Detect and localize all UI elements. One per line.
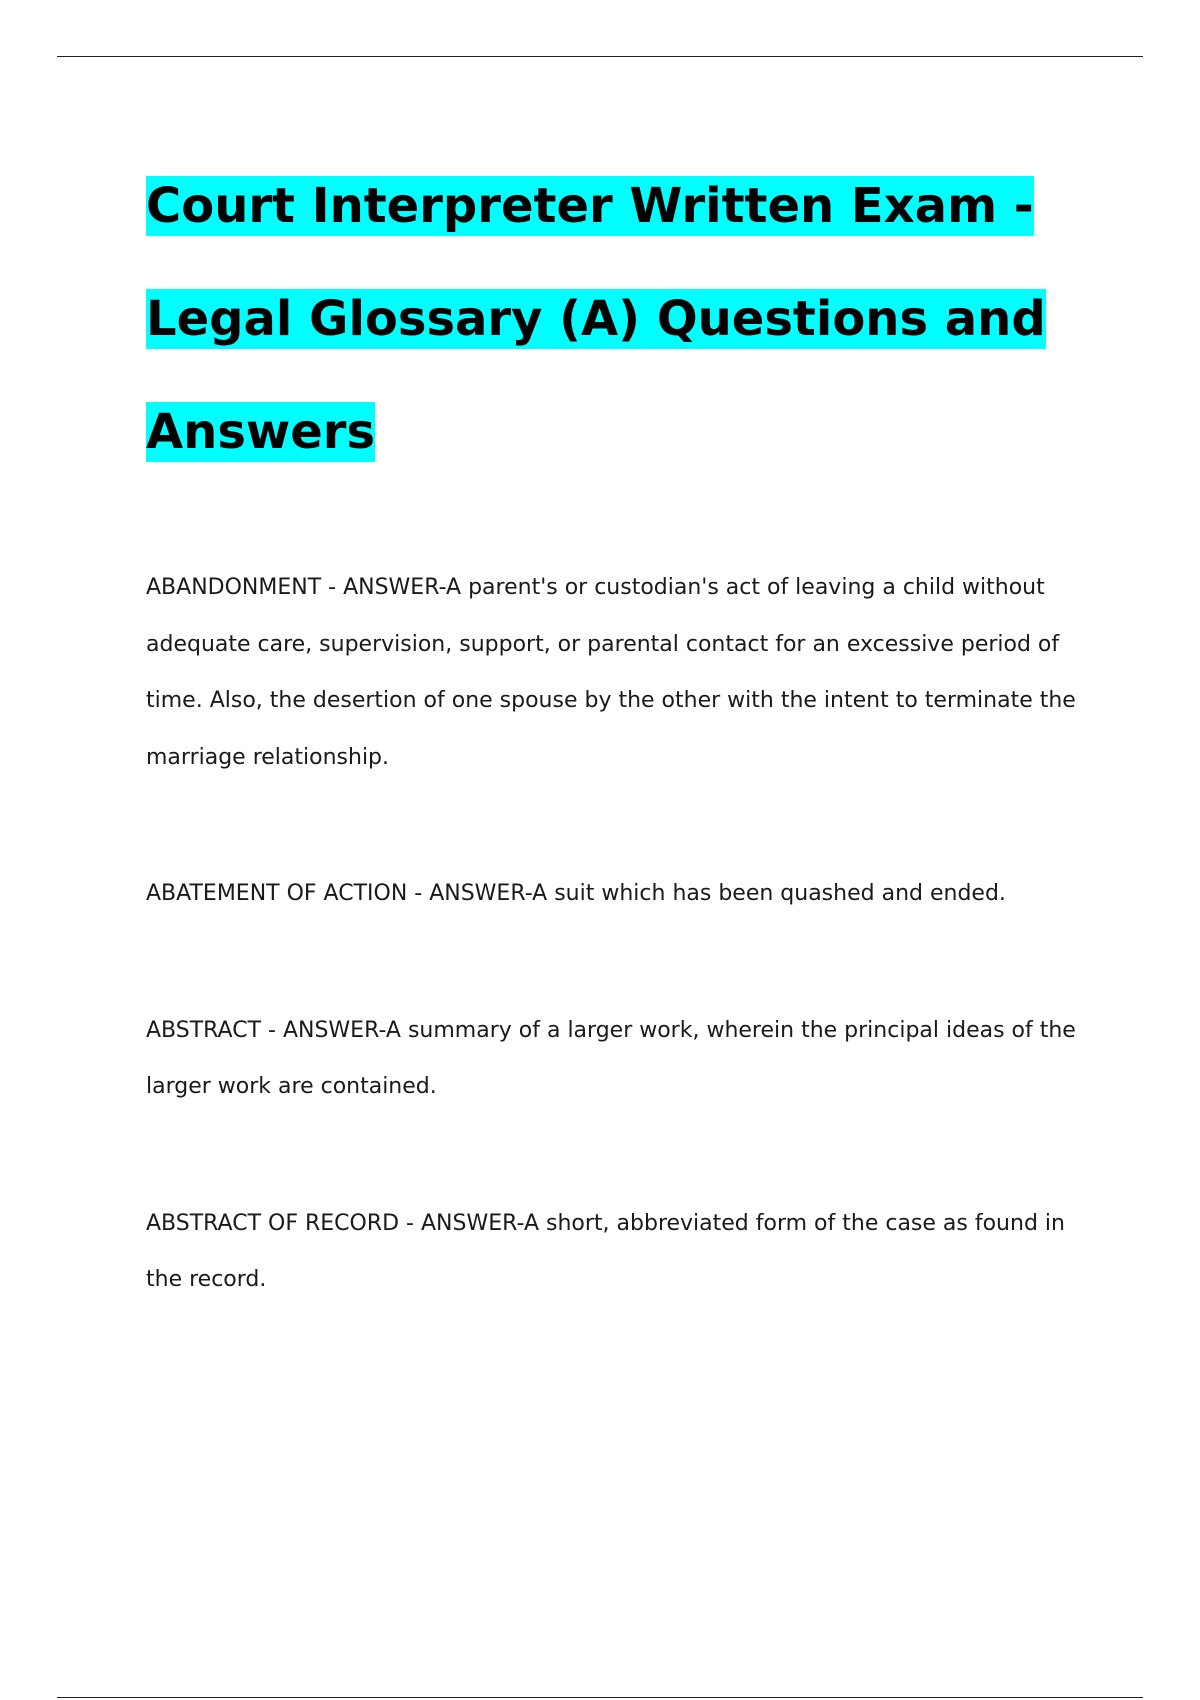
footer-rule bbox=[57, 1697, 1143, 1698]
header-rule bbox=[57, 56, 1143, 57]
glossary-entries bbox=[146, 560, 1086, 1309]
glossary-entry-abstract: ABSTRACT - ANSWER-A summary of a larger work, wherein the principal ideas of the larger work are contained. bbox=[146, 1017, 1076, 1099]
page-title-text: Court Interpreter Written Exam - Legal Glossary (A) Questions and Answers bbox=[146, 178, 1046, 460]
glossary-entry-abandonment: ABANDONMENT - ANSWER-A parent's or custodian's act of leaving a child without adequate care, supervision, support, or parental contact for an excessive period of time. Also, the desertion of one spouse by the other with the intent to terminate the marriage relationship. bbox=[146, 575, 1076, 770]
glossary-entry-abatement-of-action: ABATEMENT OF ACTION - ANSWER-A suit which has been quashed and ended. bbox=[146, 881, 1006, 906]
page-title bbox=[146, 150, 1106, 489]
glossary-entry-abstract-of-record: ABSTRACT OF RECORD - ANSWER-A short, abbreviated form of the case as found in the record. bbox=[146, 1210, 1065, 1292]
